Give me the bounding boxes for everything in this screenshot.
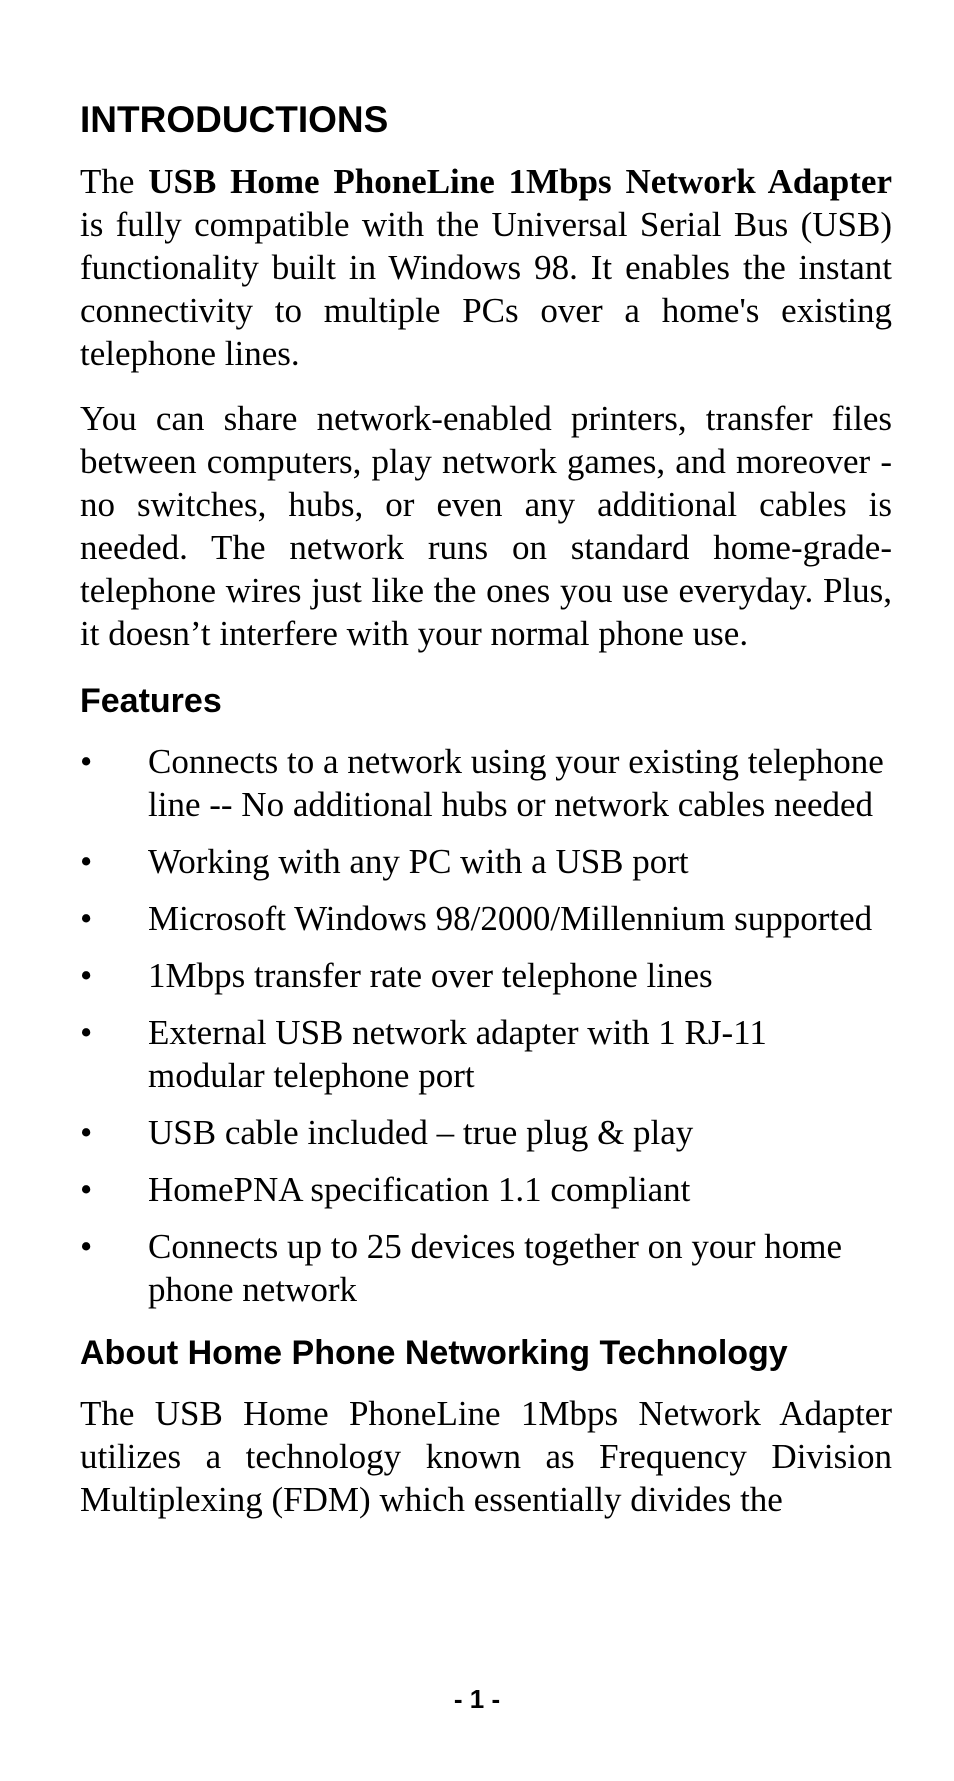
- features-list: [80, 740, 892, 1311]
- bullet-icon: •: [80, 899, 93, 939]
- intro-paragraph-1: [80, 160, 892, 375]
- feature-text: HomePNA specification 1.1 compliant: [148, 1170, 691, 1210]
- list-item: [80, 954, 892, 997]
- intro-paragraph-1-rest: is fully compatible with the Universal Serial Bus (USB) functionality built in Windows 98. It enables the instant connectivity to multiple PCs over a home's existing telephone lines.: [80, 205, 892, 374]
- bullet-icon: •: [80, 1170, 93, 1210]
- feature-text: 1Mbps transfer rate over telephone lines: [148, 956, 713, 996]
- bullet-icon: •: [80, 742, 93, 782]
- list-item: [80, 1168, 892, 1211]
- intro-paragraph-2: You can share network-enabled printers, transfer files between computers, play network games, and moreover - no switches, hubs, or even any additional cables is needed. The network runs on standard home-grade-telephone wires just like the ones you use everyday. Plus, it doesn’t interfere with your normal phone use.: [80, 399, 892, 654]
- page-title: INTRODUCTIONS: [80, 99, 389, 140]
- bullet-icon: •: [80, 1227, 93, 1267]
- document-page: [80, 98, 892, 1521]
- feature-text: Microsoft Windows 98/2000/Millennium supported: [148, 899, 873, 939]
- bullet-icon: •: [80, 956, 93, 996]
- feature-text: External USB network adapter with 1 RJ-11 modular telephone port: [148, 1013, 767, 1096]
- page-number: - 1 -: [453, 1684, 501, 1714]
- list-item: [80, 1011, 892, 1097]
- features-heading: Features: [80, 682, 222, 721]
- list-item: [80, 897, 892, 940]
- intro-lead-word: The: [80, 162, 135, 202]
- feature-text: Connects to a network using your existing telephone line -- No additional hubs or network cables needed: [148, 742, 884, 825]
- list-item: [80, 1225, 892, 1311]
- feature-text: Working with any PC with a USB port: [148, 842, 689, 882]
- feature-text: USB cable included – true plug & play: [148, 1113, 694, 1153]
- list-item: [80, 840, 892, 883]
- product-name: USB Home PhoneLine 1Mbps Network Adapter: [148, 162, 892, 202]
- about-paragraph: The USB Home PhoneLine 1Mbps Network Adapter utilizes a technology known as Frequency Division Multiplexing (FDM) which essentially divides the: [80, 1393, 892, 1519]
- list-item: [80, 1111, 892, 1154]
- list-item: [80, 740, 892, 826]
- bullet-icon: •: [80, 842, 93, 882]
- bullet-icon: •: [80, 1113, 93, 1153]
- bullet-icon: •: [80, 1013, 93, 1053]
- feature-text: Connects up to 25 devices together on your home phone network: [148, 1227, 843, 1310]
- about-heading: About Home Phone Networking Technology: [80, 1334, 788, 1373]
